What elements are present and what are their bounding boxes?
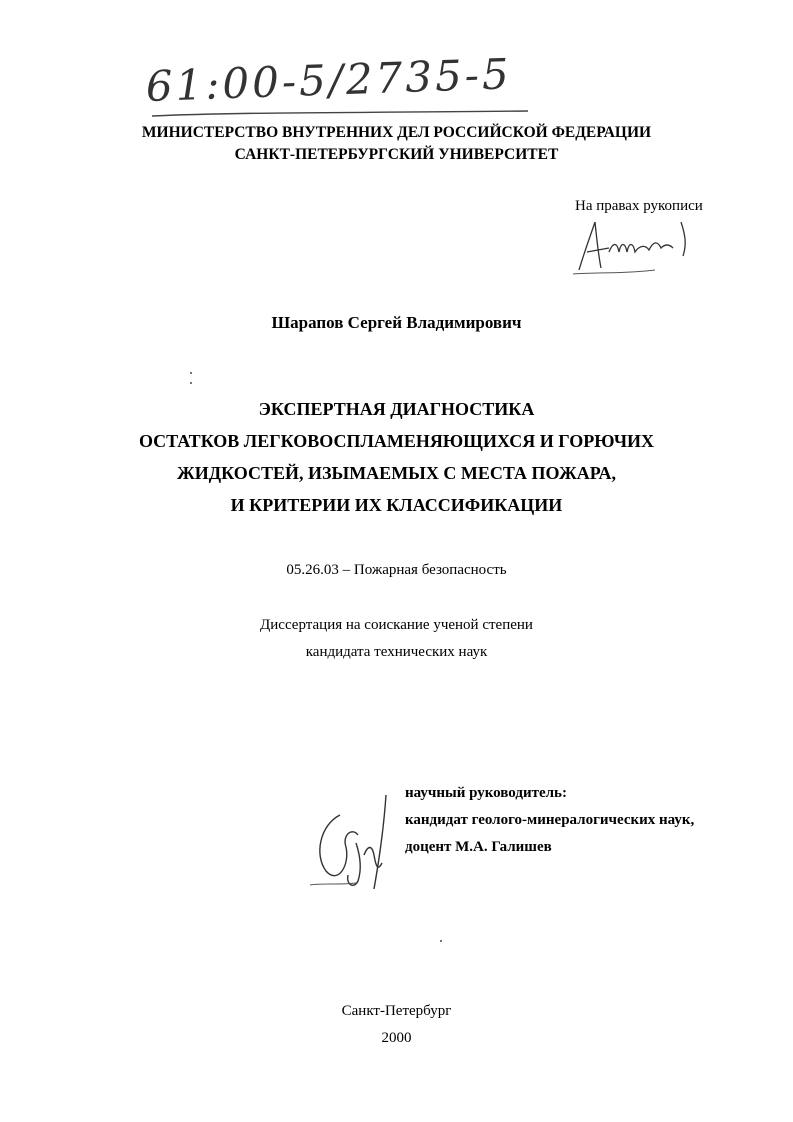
adviser-degree: кандидат геолого-минералогических наук,	[405, 812, 695, 828]
handwritten-archive-code: 61:00-5/2735-5	[145, 49, 513, 111]
university-name: САНКТ-ПЕТЕРБУРГСКИЙ УНИВЕРСИТЕТ	[234, 146, 559, 163]
stray-mark	[440, 940, 442, 942]
title-line-1: ЭКСПЕРТНАЯ ДИАГНОСТИКА	[258, 399, 535, 419]
year: 2000	[381, 1030, 412, 1046]
degree-line-2: кандидата технических наук	[305, 644, 488, 660]
margin-dot	[190, 382, 192, 384]
adviser-name: доцент М.А. Галишев	[405, 839, 552, 855]
archive-code-underline	[150, 110, 530, 120]
degree-line-1: Диссертация на соискание ученой степени	[260, 617, 533, 633]
author-signature	[565, 212, 695, 280]
adviser-label: научный руководитель:	[405, 785, 567, 801]
title-line-3: ЖИДКОСТЕЙ, ИЗЫМАЕМЫХ С МЕСТА ПОЖАРА,	[177, 463, 616, 483]
specialty-code: 05.26.03 – Пожарная безопасность	[286, 562, 507, 578]
margin-dot	[190, 372, 192, 374]
city: Санкт-Петербург	[341, 1003, 452, 1019]
title-line-4: И КРИТЕРИИ ИХ КЛАССИФИКАЦИИ	[230, 495, 563, 515]
author-name: Шарапов Сергей Владимирович	[271, 313, 522, 332]
adviser-signature	[300, 785, 410, 895]
ministry-name: МИНИСТЕРСТВО ВНУТРЕННИХ ДЕЛ РОССИЙСКОЙ ФЕДЕРАЦИИ	[141, 124, 652, 141]
rights-note: На правах рукописи	[575, 198, 703, 214]
title-line-2: ОСТАТКОВ ЛЕГКОВОСПЛАМЕНЯЮЩИХСЯ И ГОРЮЧИХ	[138, 431, 655, 451]
